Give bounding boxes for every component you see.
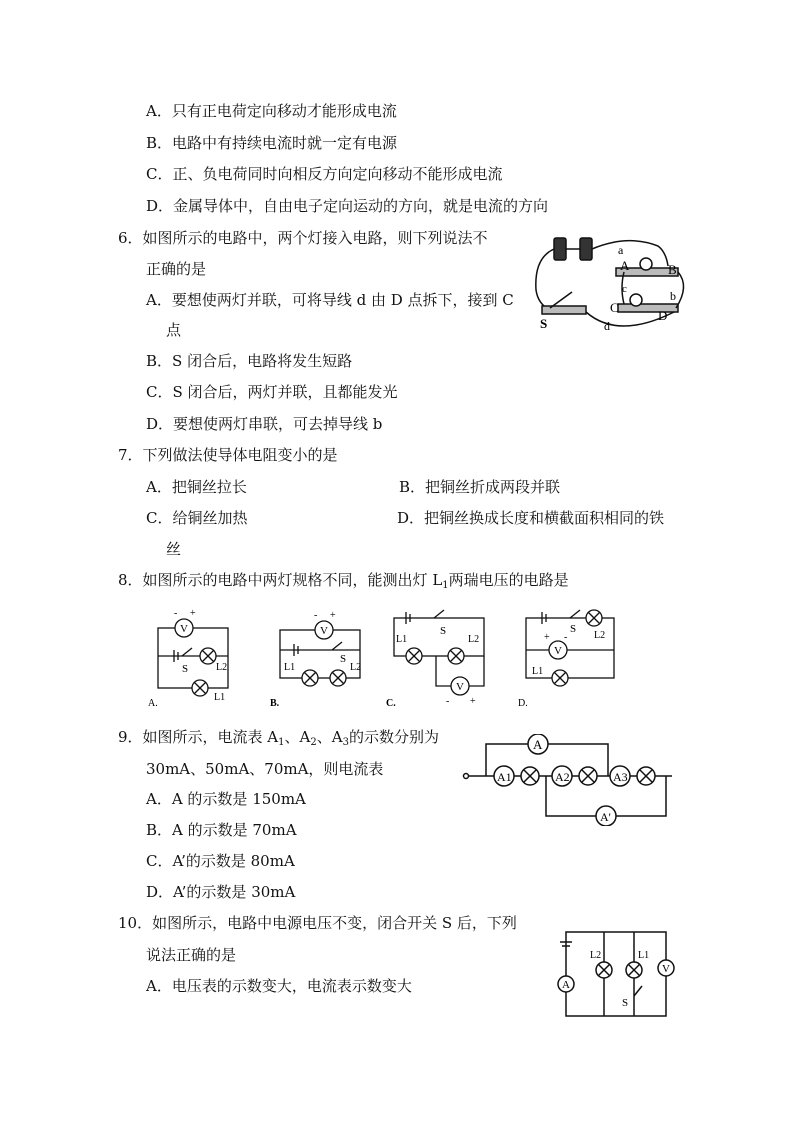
q9-stem-pre: 9．如图所示，电流表 A (118, 728, 279, 746)
fig-a-s: S (182, 663, 189, 675)
q9-circuit-figure (462, 734, 680, 826)
q5-option-b: B．电路中有持续电流时就一定有电源 (146, 134, 398, 152)
q9-sep-1: 、A (284, 728, 311, 746)
q9-stem-cont: 30mA、50mA、70mA，则电流表 (146, 760, 384, 778)
label-S: S (540, 316, 548, 331)
fig-a-plus: + (190, 608, 196, 619)
label-D: D (658, 308, 668, 323)
q6-option-c: C．S 闭合后，两灯并联，且都能发光 (146, 383, 398, 401)
fig-d-l1: L1 (532, 666, 544, 677)
q9-sub-3: 3 (342, 737, 349, 748)
q7-option-a: A．把铜丝拉长 (146, 478, 247, 496)
fig10-a: A (562, 979, 570, 991)
fig-c-l2: L2 (468, 634, 480, 645)
fig-d-label: D. (518, 698, 528, 708)
q6-option-d: D．要想使两灯串联，可去掉导线 b (146, 415, 383, 433)
fig-c-plus: + (470, 696, 476, 707)
q8-figure-d (514, 604, 620, 708)
fig9-ap: A' (600, 810, 611, 824)
q7-option-c: C．给铜丝加热 (146, 509, 248, 527)
fig-d-v: V (554, 645, 562, 657)
q5-option-c: C．正、负电荷同时向相反方向定向移动不能形成电流 (146, 165, 503, 183)
q9-sep-2: 、A (316, 728, 343, 746)
q9-sub-1: 1 (278, 737, 285, 748)
fig-b-l1: L1 (284, 662, 296, 673)
fig-d-s: S (570, 623, 577, 635)
q6-stem: 6．如图所示的电路中，两个灯接入电路，则下列说法不 (118, 229, 488, 247)
fig-d-l2: L2 (594, 630, 606, 641)
fig-c-label: C. (386, 698, 396, 708)
label-b: b (670, 289, 676, 303)
q8-stem (118, 570, 569, 596)
fig-a-minus: - (174, 608, 178, 619)
q5-option-d: D．金属导体中，自由电子定向运动的方向，就是电流的方向 (146, 197, 549, 215)
q6-option-a-cont: 点 (166, 321, 182, 339)
battery-icon (554, 238, 566, 260)
label-B: B (668, 262, 677, 277)
fig-b-plus: + (330, 610, 336, 621)
q9-option-c: C．A’的示数是 80mA (146, 852, 295, 870)
fig-b-l2: L2 (350, 662, 362, 673)
battery-icon (580, 238, 592, 260)
q8-figure-b (266, 604, 370, 708)
fig9-a: A (533, 737, 543, 752)
q8-stem-pre: 8．如图所示的电路中两灯规格不同，能测出灯 L (118, 571, 443, 589)
q9-option-a: A．A 的示数是 150mA (146, 790, 306, 808)
q6-option-b: B．S 闭合后，电路将发生短路 (146, 352, 353, 370)
fig10-l2: L2 (590, 950, 602, 961)
fig-c-v: V (456, 681, 464, 693)
q7-stem: 7．下列做法使导体电阻变小的是 (118, 446, 338, 464)
fig-b-s: S (340, 653, 347, 665)
q7-option-d-cont: 丝 (166, 540, 182, 558)
fig-a-label: A. (148, 698, 158, 708)
q8-figure-a (144, 604, 240, 708)
q9-option-b: B．A 的示数是 70mA (146, 821, 297, 839)
fig-b-minus: - (314, 610, 318, 621)
q6-stem-cont: 正确的是 (146, 260, 207, 278)
fig-c-l1: L1 (396, 634, 408, 645)
q10-circuit-figure (552, 922, 676, 1022)
q9-option-d: D．A’的示数是 30mA (146, 883, 296, 901)
q10-stem: 10．如图所示，电路中电源电压不变，闭合开关 S 后，下列 (118, 914, 517, 932)
fig9-a1: A1 (497, 770, 512, 784)
fig-b-label: B. (270, 698, 280, 708)
q9-sub-2: 2 (310, 737, 317, 748)
label-c: c (622, 283, 627, 295)
label-A: A (620, 258, 630, 273)
label-a: a (618, 243, 624, 257)
q7-option-d: D．把铜丝换成长度和横截面积相同的铁 (397, 509, 665, 527)
fig10-l1: L1 (638, 950, 650, 961)
q8-stem-post: 两瑞电压的电路是 (448, 571, 569, 589)
q6-circuit-figure (528, 228, 704, 340)
q7-option-b: B．把铜丝折成两段并联 (399, 478, 561, 496)
q9-stem (118, 727, 439, 753)
q9-stem-post: 的示数分别为 (348, 728, 439, 746)
fig-c-s: S (440, 625, 447, 637)
fig-a-l1: L1 (214, 692, 226, 703)
q10-option-a: A．电压表的示数变大，电流表示数变大 (146, 977, 412, 995)
fig10-s: S (622, 997, 629, 1009)
q10-stem-cont: 说法正确的是 (146, 946, 237, 964)
fig-d-plus: + (544, 632, 550, 643)
fig9-a3: A3 (613, 770, 628, 784)
fig-d-minus: - (564, 632, 568, 643)
q8-figure-c (384, 604, 494, 708)
fig-a-l2: L2 (216, 662, 228, 673)
fig10-v: V (662, 963, 670, 975)
fig-a-v: V (180, 623, 188, 635)
q8-stem-sub: 1 (442, 580, 449, 591)
fig9-a2: A2 (555, 770, 570, 784)
label-C: C (610, 300, 619, 315)
fig-b-v: V (320, 625, 328, 637)
q6-option-a: A．要想使两灯并联，可将导线 d 由 D 点拆下，接到 C (146, 291, 514, 309)
label-d: d (604, 319, 610, 333)
fig-c-minus: - (446, 696, 450, 707)
q5-option-a: A．只有正电荷定向移动才能形成电流 (146, 102, 397, 120)
